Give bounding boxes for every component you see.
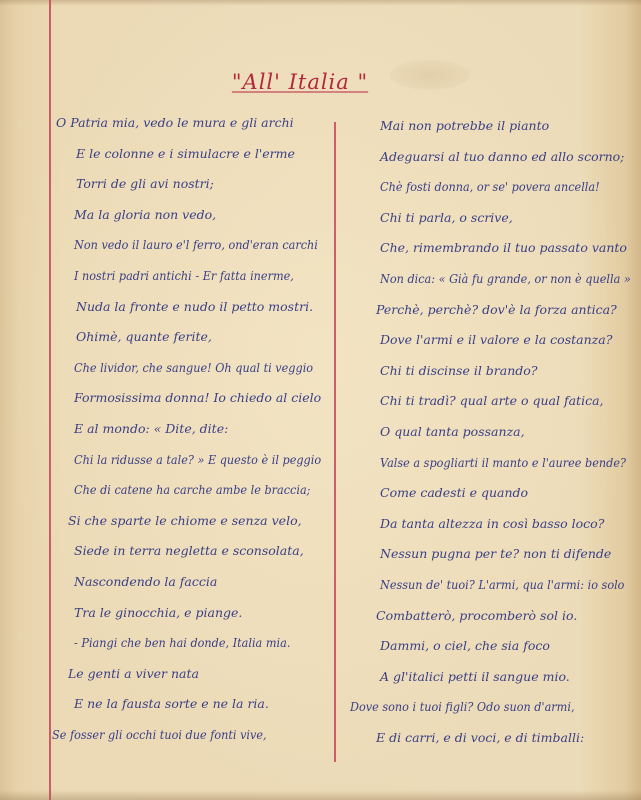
verse-line: E al mondo: « Dite, dite: bbox=[74, 421, 229, 436]
red-column-divider bbox=[334, 122, 336, 762]
verse-line: Come cadesti e quando bbox=[380, 485, 529, 501]
verse-line: O qual tanta possanza, bbox=[380, 424, 525, 439]
verse-line: Siede in terra negletta e sconsolata, bbox=[74, 543, 304, 559]
verse-line: Nascondendo la faccia bbox=[74, 574, 218, 589]
verse-line: Che, rimembrando il tuo passato vanto bbox=[380, 240, 627, 256]
verse-line: Nessun pugna per te? non ti difende bbox=[380, 546, 612, 562]
verse-line: Chi ti parla, o scrive, bbox=[380, 209, 513, 225]
verse-line: Chè fosti donna, or se' povera ancella! bbox=[380, 179, 600, 195]
verse-line: I nostri padri antichi - Er fatta inerme, bbox=[74, 268, 294, 283]
verse-line: Formosissima donna! Io chiedo al cielo bbox=[74, 390, 322, 406]
verse-line: Ohimè, quante ferite, bbox=[76, 329, 212, 345]
verse-line: Dove sono i tuoi figli? Odo suon d'armi, bbox=[350, 699, 575, 715]
red-margin-line bbox=[49, 0, 51, 800]
verse-line: Non dica: « Già fu grande, or non è quella » bbox=[380, 271, 631, 286]
verse-line: Chi ti discinse il brando? bbox=[380, 362, 538, 378]
verse-line: E di carri, e di voci, e di timballi: bbox=[376, 730, 585, 745]
verse-line: Combatterò, procomberò sol io. bbox=[376, 607, 578, 623]
verse-line: Che di catene ha carche ambe le braccia; bbox=[74, 482, 311, 498]
verse-line: Si che sparte le chiome e senza velo, bbox=[68, 512, 302, 528]
poem-title: "All' Italia " bbox=[231, 70, 369, 94]
verse-line: O Patria mia, vedo le mura e gli archi bbox=[56, 115, 294, 130]
verse-line: A gl'italici petti il sangue mio. bbox=[380, 668, 570, 684]
verse-line: Ma la gloria non vedo, bbox=[74, 206, 217, 222]
verse-line: Chi ti tradì? qual arte o qual fatica, bbox=[380, 393, 604, 409]
verse-line: Mai non potrebbe il pianto bbox=[380, 118, 550, 133]
verse-line: E le colonne e i simulacre e l'erme bbox=[76, 145, 295, 161]
verse-line: Le genti a viver nata bbox=[68, 665, 199, 681]
verse-line: Non vedo il lauro e'l ferro, ond'eran carchi bbox=[74, 237, 318, 253]
verse-line: Adeguarsi al tuo danno ed allo scorno; bbox=[380, 148, 625, 164]
verse-line: Se fosser gli occhi tuoi due fonti vive, bbox=[52, 727, 267, 742]
verse-line: Valse a spogliarti il manto e l'auree bende? bbox=[380, 454, 627, 470]
verse-line: E ne la fausta sorte e ne la ria. bbox=[74, 696, 269, 712]
verse-line: Perchè, perchè? dov'è la forza antica? bbox=[376, 301, 617, 317]
verse-line: Tra le ginocchia, e piange. bbox=[74, 604, 243, 620]
verse-line: Dammi, o ciel, che sia foco bbox=[380, 638, 550, 654]
verse-line: - Piangi che ben hai donde, Italia mia. bbox=[74, 635, 291, 651]
verse-line: Da tanta altezza in così basso loco? bbox=[380, 515, 605, 531]
verse-line: Chi la ridusse a tale? » E questo è il peggio bbox=[74, 451, 322, 467]
verse-line: Nuda la fronte e nudo il petto mostri. bbox=[76, 298, 314, 314]
verse-line: Dove l'armi e il valore e la costanza? bbox=[380, 332, 613, 348]
verse-line: Nessun de' tuoi? L'armi, qua l'armi: io solo bbox=[380, 577, 625, 592]
verse-line: Torri de gli avi nostri; bbox=[76, 176, 214, 192]
page-bottom-edge bbox=[0, 790, 641, 800]
page-top-edge bbox=[0, 0, 641, 6]
verse-line: Che lividor, che sangue! Oh qual ti veggio bbox=[74, 359, 314, 375]
